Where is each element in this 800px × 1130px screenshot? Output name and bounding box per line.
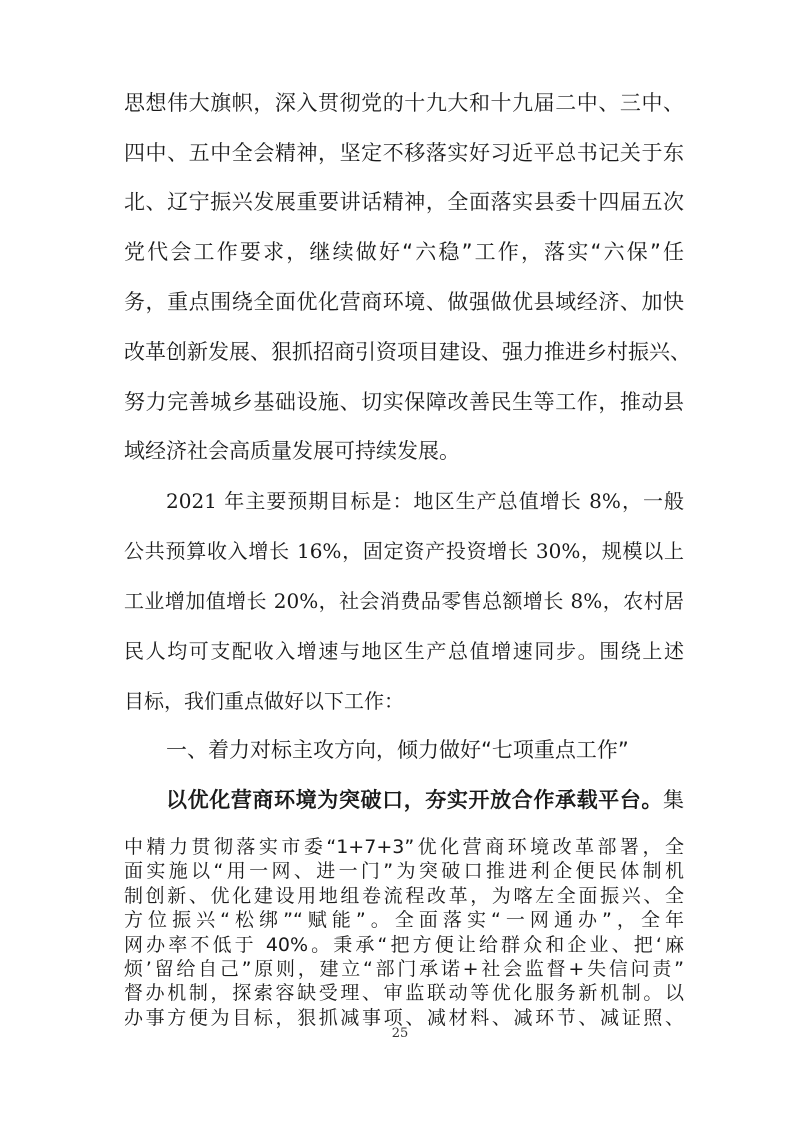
paragraph1-line-2: 四中、五中全会精神，坚定不移落实好习近平总书记关于东 bbox=[124, 141, 684, 165]
paragraph3-line-8: 督办机制，探索容缺受理、审监联动等优化服务新机制。以 bbox=[124, 982, 684, 1005]
paragraph1-line-3: 北、辽宁振兴发展重要讲话精神，全面落实县委十四届五次 bbox=[124, 190, 684, 214]
page-number: 25 bbox=[391, 1026, 409, 1041]
paragraph3-line-5: 方位振兴“松绑”“赋能”。全面落实“一网通办”，全年 bbox=[124, 909, 684, 932]
paragraph2-line-4: 民人均可支配收入增速与地区生产总值增速同步。围绕上述 bbox=[124, 639, 684, 663]
paragraph3-bold-lead: 以优化营商环境为突破口，夯实开放合作承载平台。 bbox=[166, 788, 663, 812]
paragraph3-line-1 bbox=[166, 785, 684, 815]
paragraph3-line-6: 网办率不低于 40%。秉承“把方便让给群众和企业、把‘麻 bbox=[124, 933, 684, 956]
paragraph1-line-6: 改革创新发展、狠抓招商引资项目建设、强力推进乡村振兴、 bbox=[124, 340, 691, 364]
paragraph3-line-9: 办事方便为目标，狠抓减事项、减材料、减环节、减证照、 bbox=[124, 1006, 684, 1029]
paragraph2-line-3: 工业增加值增长 20%，社会消费品零售总额增长 8%，农村居 bbox=[124, 589, 684, 613]
paragraph2-line-1: 2021 年主要预期目标是：地区生产总值增长 8%，一般 bbox=[166, 489, 684, 513]
paragraph1-line-8: 域经济社会高质量发展可持续发展。 bbox=[124, 439, 460, 463]
paragraph3-lead-rest: 集 bbox=[663, 788, 684, 812]
paragraph3-line-7: 烦’留给自己”原则，建立“部门承诺+社会监督+失信问责” bbox=[124, 958, 684, 980]
section-heading: 一、着力对标主攻方向，倾力做好“七项重点工作” bbox=[166, 738, 629, 762]
paragraph1-line-5: 务，重点围绕全面优化营商环境、做强做优县域经济、加快 bbox=[124, 290, 684, 314]
paragraph1-line-7: 努力完善城乡基础设施、切实保障改善民生等工作，推动县 bbox=[124, 390, 684, 414]
paragraph2-line-5: 目标，我们重点做好以下工作： bbox=[124, 689, 404, 713]
paragraph3-line-2: 中精力贯彻落实市委“1+7+3”优化营商环境改革部署，全 bbox=[124, 836, 684, 858]
paragraph2-line-2: 公共预算收入增长 16%，固定资产投资增长 30%，规模以上 bbox=[124, 539, 684, 563]
paragraph3-line-3: 面实施以“用一网、进一门”为突破口推进利企便民体制机 bbox=[124, 860, 684, 883]
paragraph1-line-4: 党代会工作要求，继续做好“六稳”工作，落实“六保”任 bbox=[124, 240, 684, 264]
paragraph1-line-1: 思想伟大旗帜，深入贯彻党的十九大和十九届二中、三中、 bbox=[124, 91, 684, 115]
paragraph3-line-4: 制创新、优化建设用地组卷流程改革，为喀左全面振兴、全 bbox=[124, 884, 684, 907]
